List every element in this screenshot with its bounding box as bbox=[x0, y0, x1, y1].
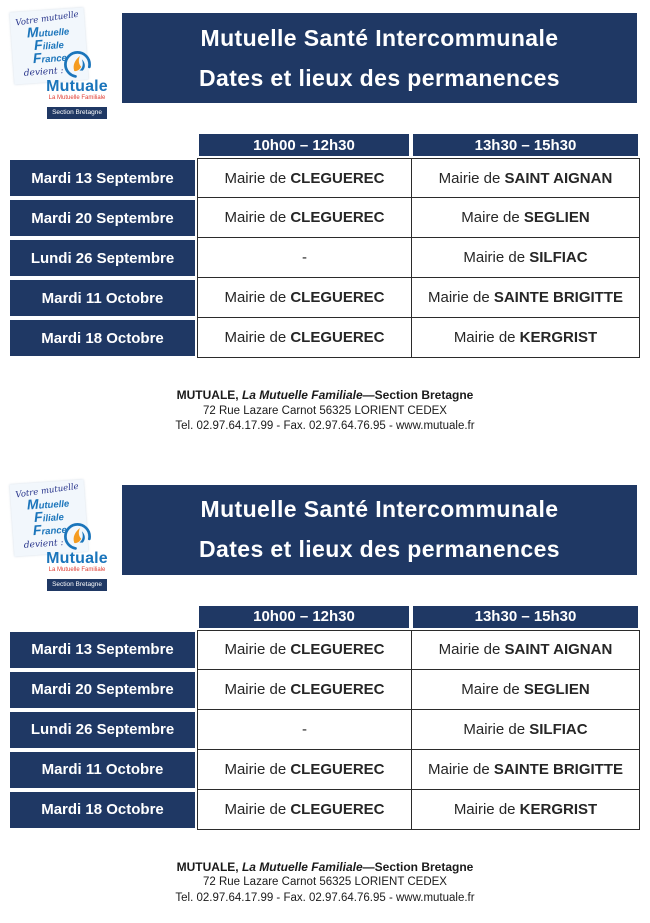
venue-name: SILFIAC bbox=[529, 720, 588, 738]
morning-venue-cell bbox=[197, 318, 411, 358]
legacy-tagline: Votre mutuelle bbox=[14, 9, 80, 29]
mutuale-wordmark: Mutuale bbox=[46, 549, 108, 567]
legacy-brand-line: France bbox=[32, 49, 68, 67]
afternoon-venue-cell bbox=[411, 278, 640, 318]
banner-subtitle: Dates et lieux des permanences bbox=[199, 64, 560, 91]
afternoon-venue-cell bbox=[411, 198, 640, 238]
date-cell: Mardi 13 Septembre bbox=[10, 630, 197, 670]
footer-block bbox=[0, 388, 650, 435]
date-cell: Mardi 18 Octobre bbox=[10, 790, 197, 830]
venue-prefix: Mairie de bbox=[224, 329, 291, 346]
mutuale-wordmark: Mutuale bbox=[46, 78, 108, 95]
morning-venue-cell bbox=[197, 670, 411, 710]
venue-prefix: Mairie de bbox=[427, 289, 494, 306]
table-corner-cell bbox=[10, 132, 197, 158]
footer-org-italic: La Mutuelle Familiale bbox=[238, 388, 363, 402]
venue-prefix: Mairie de bbox=[453, 329, 520, 346]
afternoon-venue-cell bbox=[411, 318, 640, 358]
date-cell: Lundi 26 Septembre bbox=[10, 238, 197, 278]
footer-org-italic: La Mutuelle Familiale bbox=[238, 859, 363, 874]
venue-prefix: - bbox=[302, 720, 307, 738]
venue-name: KERGRIST bbox=[519, 329, 598, 346]
afternoon-venue-cell bbox=[411, 670, 640, 710]
morning-venue-cell bbox=[197, 238, 411, 278]
date-cell: Mardi 11 Octobre bbox=[10, 750, 197, 790]
venue-name: SAINT AIGNAN bbox=[504, 641, 613, 658]
morning-venue-cell bbox=[197, 750, 411, 790]
venue-name: KERGRIST bbox=[519, 800, 598, 818]
afternoon-venue-cell bbox=[411, 750, 640, 790]
mutuale-logo bbox=[8, 8, 112, 122]
venue-name: CLEGUEREC bbox=[290, 169, 385, 187]
venue-prefix: Mairie de bbox=[224, 800, 291, 818]
venue-name: SAINT AIGNAN bbox=[504, 169, 613, 187]
morning-venue-cell bbox=[197, 790, 411, 830]
legacy-brand-line: Filiale bbox=[33, 507, 65, 525]
permanences-table bbox=[10, 132, 650, 358]
afternoon-venue-cell bbox=[411, 238, 640, 278]
venue-name: CLEGUEREC bbox=[290, 329, 385, 346]
date-cell: Mardi 18 Octobre bbox=[10, 318, 197, 358]
banner-subtitle: Dates et lieux des permanences bbox=[199, 536, 560, 562]
col-header-morning: 10h00 – 12h30 bbox=[197, 132, 411, 158]
footer-org-name: MUTUALE, bbox=[176, 388, 239, 402]
footer-contact: Tel. 02.97.64.17.99 - Fax. 02.97.64.76.95 - www.mutuale.fr bbox=[175, 420, 475, 432]
date-cell: Mardi 11 Octobre bbox=[10, 278, 197, 318]
venue-prefix: Mairie de bbox=[224, 680, 291, 698]
venue-name: SAINTE BRIGITTE bbox=[493, 289, 624, 306]
mutuale-logo bbox=[8, 480, 112, 594]
morning-venue-cell bbox=[197, 198, 411, 238]
banner-title: Mutuelle Santé Intercommunale bbox=[200, 24, 559, 51]
venue-name: CLEGUEREC bbox=[290, 641, 385, 658]
footer-org-name: MUTUALE, bbox=[176, 859, 239, 874]
section-header bbox=[0, 480, 650, 594]
footer-org-suffix: —Section Bretagne bbox=[362, 388, 474, 402]
permanences-table bbox=[10, 604, 650, 830]
table-corner-cell bbox=[10, 604, 197, 630]
date-cell: Mardi 20 Septembre bbox=[10, 670, 197, 710]
mutuale-flame-icon bbox=[63, 50, 92, 79]
footer-address: 72 Rue Lazare Carnot 56325 LORIENT CEDEX bbox=[203, 404, 447, 417]
venue-name: CLEGUEREC bbox=[290, 760, 385, 778]
legacy-devient-label: devient : bbox=[23, 66, 64, 79]
footer-org-line bbox=[0, 860, 650, 876]
afternoon-venue-cell bbox=[411, 158, 640, 198]
afternoon-venue-cell bbox=[411, 630, 640, 670]
col-header-afternoon: 13h30 – 15h30 bbox=[411, 604, 640, 630]
footer-address: 72 Rue Lazare Carnot 56325 LORIENT CEDEX bbox=[203, 876, 447, 888]
venue-prefix: Mairie de bbox=[463, 249, 530, 266]
venue-prefix: Mairie de bbox=[224, 760, 291, 778]
venue-prefix: - bbox=[302, 249, 307, 266]
col-header-morning: 10h00 – 12h30 bbox=[197, 604, 411, 630]
morning-venue-cell bbox=[197, 710, 411, 750]
venue-prefix: Maire de bbox=[461, 680, 524, 698]
legacy-tagline: Votre mutuelle bbox=[14, 481, 80, 500]
venue-name: CLEGUEREC bbox=[290, 289, 385, 306]
afternoon-venue-cell bbox=[411, 710, 640, 750]
venue-prefix: Mairie de bbox=[463, 720, 530, 738]
section-header bbox=[0, 8, 650, 122]
venue-name: CLEGUEREC bbox=[290, 800, 385, 818]
col-header-afternoon: 13h30 – 15h30 bbox=[411, 132, 640, 158]
footer-contact: Tel. 02.97.64.17.99 - Fax. 02.97.64.76.95 - www.mutuale.fr bbox=[175, 891, 475, 904]
venue-prefix: Mairie de bbox=[224, 209, 291, 226]
legacy-brand-line: Mutuelle bbox=[26, 23, 70, 41]
venue-prefix: Mairie de bbox=[224, 289, 291, 306]
morning-venue-cell bbox=[197, 278, 411, 318]
permanences-section-1 bbox=[0, 0, 650, 435]
footer-org-line bbox=[0, 388, 650, 404]
venue-name: SILFIAC bbox=[529, 249, 588, 266]
legacy-brand-line: Mutuelle bbox=[26, 495, 70, 512]
banner-title: Mutuelle Santé Intercommunale bbox=[200, 496, 559, 522]
permanences-section-2 bbox=[0, 472, 650, 907]
mutuale-wordmark-block bbox=[40, 50, 114, 119]
date-cell: Mardi 13 Septembre bbox=[10, 158, 197, 198]
venue-name: SEGLIEN bbox=[523, 680, 590, 698]
legacy-brand-line: France bbox=[32, 521, 68, 538]
section-bretagne-badge: Section Bretagne bbox=[47, 107, 107, 119]
mutuale-flame-icon bbox=[63, 522, 92, 551]
legacy-brand-line: Filiale bbox=[33, 36, 65, 54]
footer-block bbox=[0, 860, 650, 907]
venue-prefix: Mairie de bbox=[453, 800, 520, 818]
title-banner bbox=[122, 485, 637, 575]
venue-prefix: Maire de bbox=[461, 209, 524, 226]
venue-name: SEGLIEN bbox=[523, 209, 590, 226]
title-banner bbox=[122, 13, 637, 103]
venue-prefix: Mairie de bbox=[427, 760, 494, 778]
mutuale-subtitle: La Mutuelle Familiale bbox=[48, 566, 106, 573]
afternoon-venue-cell bbox=[411, 790, 640, 830]
venue-name: CLEGUEREC bbox=[290, 680, 385, 698]
legacy-devient-label: devient : bbox=[23, 537, 64, 551]
venue-prefix: Mairie de bbox=[438, 169, 505, 187]
morning-venue-cell bbox=[197, 630, 411, 670]
mutuale-wordmark-block bbox=[40, 522, 114, 591]
date-cell: Mardi 20 Septembre bbox=[10, 198, 197, 238]
venue-prefix: Mairie de bbox=[224, 169, 291, 187]
morning-venue-cell bbox=[197, 158, 411, 198]
mutuale-subtitle: La Mutuelle Familiale bbox=[48, 95, 106, 101]
venue-name: CLEGUEREC bbox=[290, 209, 385, 226]
date-cell: Lundi 26 Septembre bbox=[10, 710, 197, 750]
venue-prefix: Mairie de bbox=[438, 641, 505, 658]
venue-prefix: Mairie de bbox=[224, 641, 291, 658]
footer-org-suffix: —Section Bretagne bbox=[362, 859, 474, 874]
venue-name: SAINTE BRIGITTE bbox=[493, 760, 624, 778]
section-bretagne-badge: Section Bretagne bbox=[47, 579, 107, 591]
